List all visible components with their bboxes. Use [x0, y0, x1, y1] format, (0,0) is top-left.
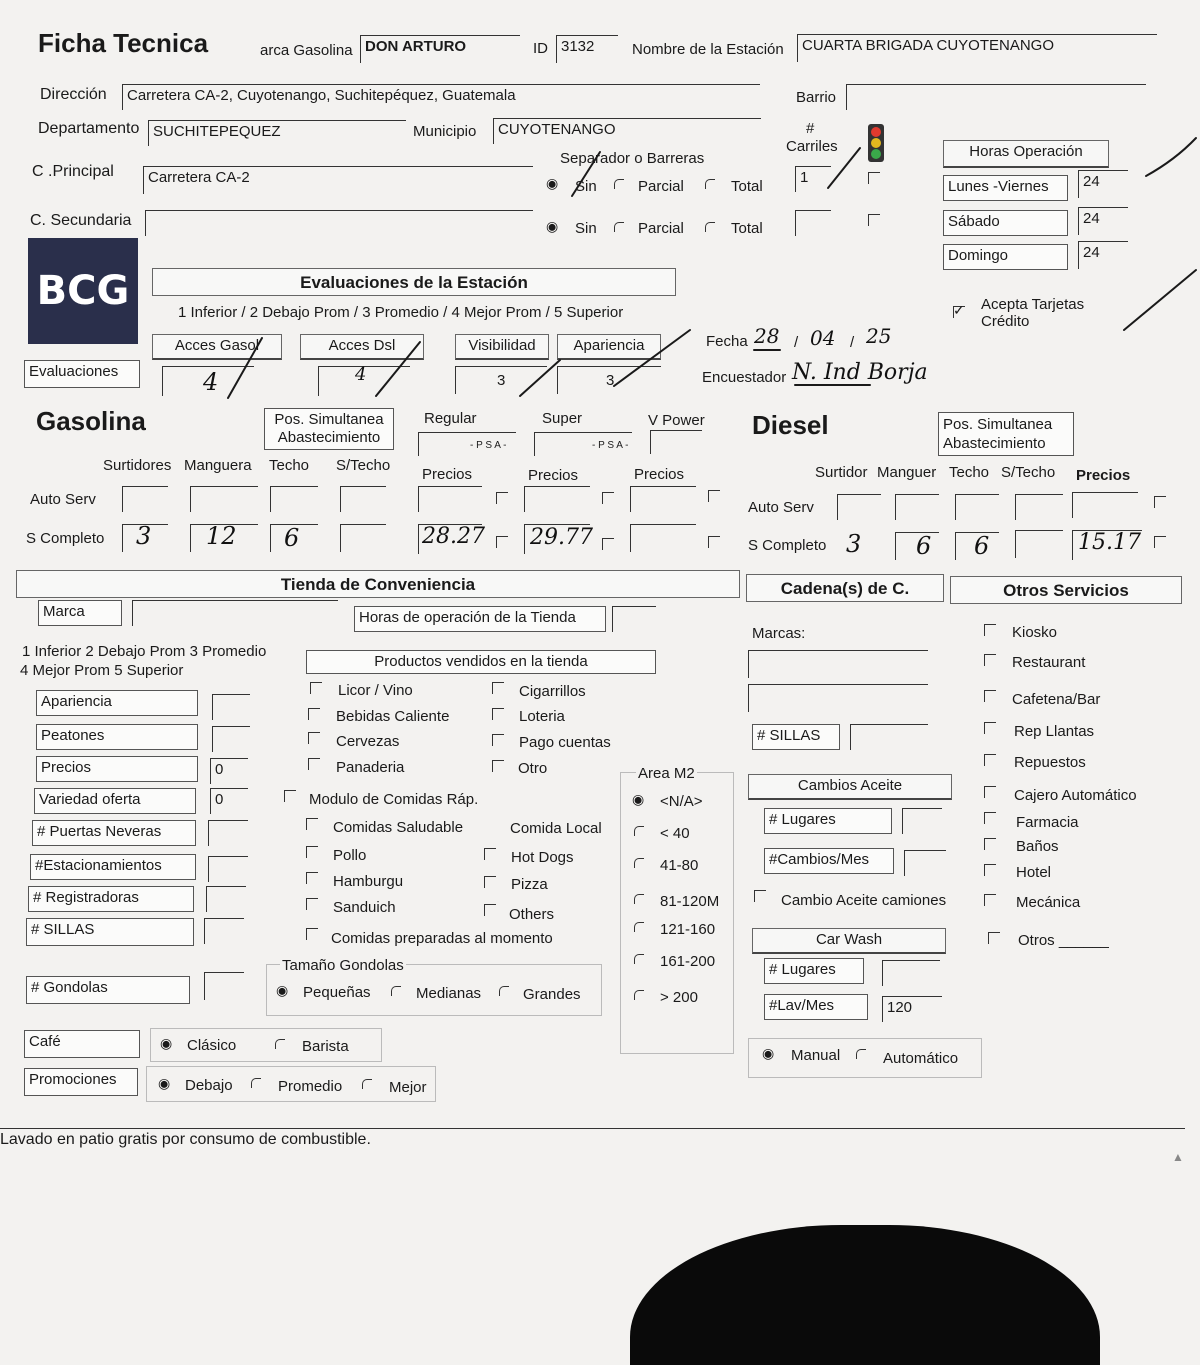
prod-pago-label: Pago cuentas [519, 734, 611, 751]
otros-servicios-title: Otros Servicios [950, 576, 1182, 604]
hours-label-weekdays: Lunes -Viernes [943, 175, 1068, 201]
prod-cervezas-label: Cervezas [336, 733, 400, 750]
otros-mecanica-label: Mecánica [1016, 894, 1081, 911]
bcg-logo: BCG [28, 238, 138, 344]
promociones-label: Promociones [24, 1068, 138, 1096]
grade-regular: Regular [424, 410, 477, 427]
promo-debajo-label: Debajo [185, 1077, 233, 1094]
otros-otros-label: Otros ______ [1018, 932, 1109, 949]
tarjetas-label: Acepta Tarjetas Crédito [981, 296, 1085, 330]
eval-visibilidad-value: 3 [497, 372, 506, 389]
gas-completo-manguera: 12 [206, 522, 237, 550]
diesel-col-techo: Techo [949, 464, 990, 481]
id-label: ID [533, 40, 548, 57]
area-81-120-label: 81-120M [660, 893, 720, 910]
modulo-comidas-label: Modulo de Comidas Ráp. [309, 791, 479, 808]
cafe-clasico-label: Clásico [187, 1037, 237, 1054]
evaluaciones-side-label: Evaluaciones [24, 360, 140, 388]
tienda-sillas-label: # SILLAS [26, 918, 194, 946]
tienda-registradoras-label: # Registradoras [28, 886, 194, 912]
ca-lugares-label: # Lugares [764, 808, 892, 834]
municipio-label: Municipio [413, 123, 477, 140]
tamano-medianas-label: Medianas [416, 985, 482, 1002]
diesel-col-manguer: Manguer [877, 464, 937, 481]
tienda-apariencia-label: Apariencia [36, 690, 198, 716]
ca-camiones-label: Cambio Aceite camiones [781, 892, 947, 909]
tienda-puertas-label: # Puertas Neveras [32, 820, 196, 846]
diesel-completo-label: S Completo [748, 537, 827, 554]
tienda-precios-field[interactable]: 0 [210, 758, 248, 784]
tamano-pequenas-label: Pequeñas [303, 984, 371, 1001]
municipio-field[interactable]: CUYOTENANGO [493, 118, 761, 144]
diesel-completo-manguera: 6 [916, 532, 932, 560]
precios-label-regular: Precios [422, 466, 473, 483]
gas-completo-surtidores: 3 [136, 522, 152, 550]
promo-mejor-label: Mejor [389, 1079, 427, 1096]
comida-sanduich-label: Sanduich [333, 899, 396, 916]
eval-acces-dsl-label: Acces Dsl [300, 334, 424, 360]
gas-auto-label: Auto Serv [30, 491, 96, 508]
hours-label-sunday: Domingo [943, 244, 1068, 270]
secundaria-label: C. Secundaria [30, 212, 132, 229]
otros-cajero-label: Cajero Automático [1014, 787, 1137, 804]
ca-cambios-mes-label: #Cambios/Mes [764, 848, 894, 874]
estacion-field[interactable]: CUARTA BRIGADA CUYOTENANGO [797, 34, 1157, 62]
eval-acces-gasol-value: 4 [203, 368, 219, 396]
otros-repuestos-label: Repuestos [1014, 754, 1086, 771]
direccion-label: Dirección [40, 86, 107, 103]
comida-pizza-label: Pizza [511, 876, 548, 893]
comida-others-label: Others [509, 906, 555, 923]
carriles-field-1[interactable]: 1 [795, 166, 831, 192]
productos-title: Productos vendidos en la tienda [306, 650, 656, 674]
otros-hotel-label: Hotel [1016, 864, 1052, 881]
hours-label-saturday: Sábado [943, 210, 1068, 236]
gas-completo-precio-super: 29.77 [530, 525, 593, 550]
eval-acces-dsl-value: 4 [355, 364, 367, 385]
carriles-hash: # [806, 120, 815, 137]
tamano-gondolas-label: Tamaño Gondolas [282, 957, 404, 974]
sep2-sin-label: Sin [575, 220, 597, 237]
comments-field[interactable]: Lavado en patio gratis por consumo de combustible. [0, 1128, 1185, 1149]
comida-hotdogs-label: Hot Dogs [511, 849, 574, 866]
psa-regular: - P S A - [470, 440, 507, 451]
horas-operacion-title: Horas Operación [943, 140, 1109, 168]
otros-kiosko-label: Kiosko [1012, 624, 1058, 641]
encuestador-label: Encuestador [702, 369, 787, 386]
sep2-total-label: Total [731, 220, 763, 237]
precios-label-super: Precios [528, 467, 579, 484]
cambios-aceite-title: Cambios Aceite [748, 774, 952, 800]
marca-label: arca Gasolina [260, 42, 353, 59]
cw-lav-mes-field[interactable]: 120 [882, 996, 942, 1022]
cadena-marcas-label: Marcas: [752, 625, 806, 642]
area-na-label: <N/A> [660, 793, 703, 810]
col-surtidores: Surtidores [103, 457, 172, 474]
eval-apariencia-label: Apariencia [557, 334, 661, 360]
diesel-completo-techo: 6 [974, 532, 990, 560]
otros-farmacia-label: Farmacia [1016, 814, 1079, 831]
evaluaciones-scale: 1 Inferior / 2 Debajo Prom / 3 Promedio / 4 Mejor Prom / 5 Superior [178, 304, 624, 321]
comida-local-label: Comida Local [510, 820, 602, 837]
diesel-pos-simultanea: Pos. Simultanea Abastecimiento [938, 412, 1074, 456]
tarjetas-check-mark: ✓ [953, 302, 965, 318]
tienda-variedad-field[interactable]: 0 [210, 788, 248, 814]
tienda-scale-2: 4 Mejor Prom 5 Superior [20, 662, 184, 679]
scroll-up-icon[interactable]: ▲ [1172, 1150, 1184, 1164]
id-field[interactable]: 3132 [556, 35, 618, 63]
tienda-peatones-label: Peatones [36, 724, 198, 750]
cafe-barista-label: Barista [302, 1038, 349, 1055]
tamano-grandes-label: Grandes [523, 986, 581, 1003]
gasolina-pos-simultanea: Pos. Simultanea Abastecimiento [264, 408, 394, 450]
comida-pollo-label: Pollo [333, 847, 367, 864]
fecha-sep-1: / [794, 334, 799, 351]
comida-preparadas-label: Comidas preparadas al momento [331, 930, 553, 947]
psa-super: - P S A - [592, 440, 629, 451]
form-title: Ficha Tecnica [38, 28, 209, 58]
comida-hamburguesa-label: Hamburgu [333, 873, 404, 890]
car-wash-title: Car Wash [752, 928, 946, 954]
area-200-label: > 200 [660, 989, 698, 1006]
evaluaciones-title: Evaluaciones de la Estación [152, 268, 676, 296]
area-41-80-label: 41-80 [660, 857, 699, 874]
area-161-200-label: 161-200 [660, 953, 716, 970]
otros-llantas-label: Rep Llantas [1014, 723, 1095, 740]
barrio-label: Barrio [796, 89, 837, 106]
estacion-label: Nombre de la Estación [632, 41, 784, 58]
wash-automatico-label: Automático [883, 1050, 959, 1067]
promo-promedio-label: Promedio [278, 1078, 343, 1095]
col-stecho: S/Techo [336, 457, 391, 474]
principal-label: C .Principal [32, 163, 114, 180]
gas-completo-techo: 6 [284, 524, 300, 552]
tienda-estacionamientos-label: #Estacionamientos [30, 854, 196, 880]
prod-licor-label: Licor / Vino [338, 682, 413, 699]
tienda-marca-label: Marca [38, 600, 122, 626]
tienda-horas-label: Horas de operación de la Tienda [354, 606, 606, 632]
comida-saludable-label: Comidas Saludable [333, 819, 464, 836]
diesel-title: Diesel [752, 410, 829, 440]
area-121-160-label: 121-160 [660, 921, 716, 938]
otros-banos-label: Baños [1016, 838, 1059, 855]
cw-lugares-label: # Lugares [764, 958, 864, 984]
hours-field-sunday[interactable]: 24 [1078, 241, 1128, 269]
gas-completo-precio-regular: 28.27 [422, 524, 485, 549]
tienda-gondolas-label: # Gondolas [26, 976, 190, 1004]
separador-label: Separador o Barreras [560, 150, 705, 167]
fecha-sep-2: / [850, 334, 855, 351]
eval-acces-gasol-label: Acces Gasol [152, 334, 282, 360]
area-title: Area M2 [638, 765, 695, 782]
tienda-scale-1: 1 Inferior 2 Debajo Prom 3 Promedio [22, 643, 267, 660]
diesel-col-surtidor: Surtidor [815, 464, 868, 481]
departamento-field[interactable]: SUCHITEPEQUEZ [148, 120, 406, 146]
direccion-field[interactable]: Carretera CA-2, Cuyotenango, Suchitepéquez, Guatemala [122, 84, 760, 110]
prod-bebidas-label: Bebidas Caliente [336, 708, 450, 725]
otros-restaurant-label: Restaurant [1012, 654, 1086, 671]
sep1-parcial-label: Parcial [638, 178, 684, 195]
tienda-title: Tienda de Conveniencia [16, 570, 740, 598]
prod-cigarrillos-label: Cigarrillos [519, 683, 586, 700]
tienda-precios-label: Precios [36, 756, 198, 782]
cadena-sillas-label: # SILLAS [752, 724, 840, 750]
carriles-label: Carriles [786, 138, 838, 155]
fecha-month[interactable]: 04 [810, 326, 836, 350]
hours-field-weekdays[interactable]: 24 [1078, 170, 1128, 198]
encuestador-value[interactable]: N. Ind Borja [792, 360, 928, 385]
fecha-day[interactable]: 28 [754, 324, 780, 348]
fecha-year[interactable]: 25 [866, 324, 892, 348]
fecha-label: Fecha [706, 333, 748, 350]
gasolina-title: Gasolina [36, 406, 146, 436]
marca-field[interactable]: DON ARTURO [360, 35, 520, 63]
hours-field-saturday[interactable]: 24 [1078, 207, 1128, 235]
principal-field[interactable]: Carretera CA-2 [143, 166, 533, 194]
prod-loteria-label: Loteria [519, 708, 565, 725]
diesel-col-precios: Precios [1076, 467, 1131, 484]
precios-label-vpower: Precios [634, 466, 685, 483]
cadena-title: Cadena(s) de C. [746, 574, 944, 602]
col-techo: Techo [269, 457, 310, 474]
prod-otro-label: Otro [518, 760, 548, 777]
diesel-col-stecho: S/Techo [1001, 464, 1056, 481]
sep1-total-label: Total [731, 178, 763, 195]
grade-super: Super [542, 410, 583, 427]
cafe-label: Café [24, 1030, 140, 1058]
otros-cafeteria-label: Cafetena/Bar [1012, 691, 1101, 708]
sep1-sin-label: Sin [575, 178, 597, 195]
wash-manual-label: Manual [791, 1047, 841, 1064]
eval-apariencia-value: 3 [606, 372, 615, 389]
cw-lav-mes-label: #Lav/Mes [764, 994, 868, 1020]
diesel-auto-label: Auto Serv [748, 499, 814, 516]
gas-completo-label: S Completo [26, 530, 105, 547]
grade-vpower: V Power [648, 412, 705, 429]
tienda-variedad-label: Variedad oferta [34, 788, 196, 814]
area-40-label: < 40 [660, 825, 690, 842]
departamento-label: Departamento [38, 120, 140, 137]
sep2-parcial-label: Parcial [638, 220, 684, 237]
diesel-completo-precio: 15.17 [1078, 530, 1141, 555]
diesel-completo-surtidor[interactable]: 3 [846, 530, 862, 558]
col-manguera: Manguera [184, 457, 252, 474]
prod-panaderia-label: Panaderia [336, 759, 405, 776]
eval-visibilidad-label: Visibilidad [455, 334, 549, 360]
